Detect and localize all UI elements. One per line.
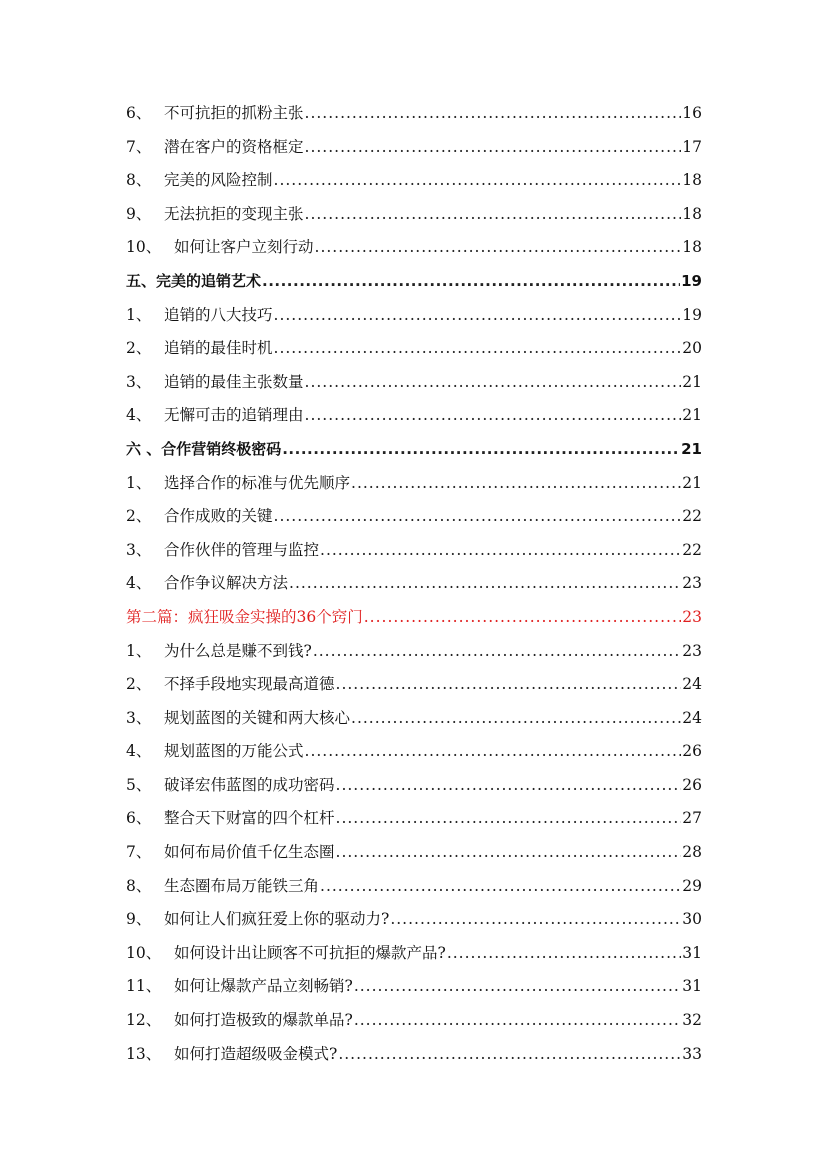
toc-entry[interactable]: [126, 366, 702, 400]
dot-leader: [354, 1004, 681, 1038]
dot-leader: [305, 399, 682, 433]
toc-entry-number: 4、: [126, 406, 152, 425]
toc-entry[interactable]: [126, 1038, 702, 1072]
toc-entry-title: 无法抗拒的变现主张: [164, 204, 304, 223]
toc-entry-number: 2、: [126, 339, 152, 358]
toc-entry-title: 合作争议解决方法: [164, 574, 289, 593]
toc-entry-number: 7、: [126, 137, 152, 156]
toc-entry-number: 11、: [126, 977, 162, 996]
dot-leader: [320, 870, 681, 904]
toc-entry[interactable]: [126, 836, 702, 870]
toc-entry[interactable]: [126, 1004, 702, 1038]
toc-entry-number: 4、: [126, 574, 152, 593]
dot-leader: [320, 534, 681, 568]
toc-entry-number: 9、: [126, 910, 152, 929]
toc-entry[interactable]: [126, 399, 702, 433]
dot-leader: [390, 903, 681, 937]
toc-entry-title: 如何打造极致的爆款单品?: [174, 1011, 353, 1030]
toc-entry-page-number: 24: [682, 675, 702, 694]
toc-entry-page-number: 21: [682, 372, 702, 391]
toc-entry-page-number: 19: [681, 271, 702, 290]
dot-leader: [305, 131, 682, 165]
toc-entry-title: 追销的最佳时机: [164, 339, 273, 358]
dot-leader: [354, 970, 681, 1004]
toc-entry-number: 1、: [126, 305, 152, 324]
dot-leader: [338, 1038, 681, 1072]
toc-entry-title: 不可抗拒的抓粉主张: [164, 104, 304, 122]
toc-entry-title: 规划蓝图的关键和两大核心: [164, 708, 351, 727]
toc-entry[interactable]: [126, 668, 702, 702]
toc-entry-number: 3、: [126, 540, 152, 559]
table-of-contents: [126, 97, 702, 1071]
toc-entry[interactable]: [126, 735, 702, 769]
toc-entry-page-number: 32: [682, 1011, 702, 1030]
toc-entry[interactable]: [126, 231, 702, 265]
toc-entry-page-number: 18: [682, 171, 702, 190]
toc-entry-title: 潜在客户的资格框定: [164, 137, 304, 156]
toc-entry-page-number: 22: [682, 507, 702, 526]
toc-entry-number: 4、: [126, 742, 152, 761]
toc-entry[interactable]: [126, 467, 702, 501]
toc-entry-number: 1、: [126, 641, 152, 660]
dot-leader: [274, 332, 682, 366]
toc-entry-number: 1、: [126, 473, 152, 492]
toc-entry[interactable]: [126, 769, 702, 803]
toc-entry-title: 选择合作的标准与优先顺序: [164, 473, 351, 492]
toc-entry-title: 为什么总是赚不到钱?: [164, 641, 312, 660]
toc-entry[interactable]: [126, 870, 702, 904]
toc-entry-number: 3、: [126, 708, 152, 727]
toc-entry[interactable]: [126, 198, 702, 232]
toc-entry[interactable]: [126, 164, 702, 198]
toc-entry[interactable]: [126, 433, 702, 467]
dot-leader: [336, 769, 682, 803]
toc-entry-title: 完美的风险控制: [164, 171, 273, 190]
dot-leader: [336, 668, 682, 702]
toc-entry-title: 如何打造超级吸金模式?: [174, 1044, 338, 1063]
toc-entry-number: 10、: [126, 238, 162, 257]
dot-leader: [305, 366, 682, 400]
toc-entry[interactable]: [126, 265, 702, 299]
toc-entry-page-number: 33: [682, 1044, 702, 1063]
toc-entry[interactable]: [126, 131, 702, 165]
toc-entry-title: 不择手段地实现最高道德: [164, 675, 335, 694]
toc-entry[interactable]: [126, 601, 702, 635]
toc-entry-page-number: 23: [682, 641, 702, 660]
toc-entry-title: 如何让人们疯狂爱上你的驱动力?: [164, 910, 390, 929]
dot-leader: [351, 702, 681, 736]
toc-entry-page-number: 26: [682, 775, 702, 794]
toc-entry-number: 9、: [126, 204, 152, 223]
dot-leader: [364, 601, 682, 635]
toc-entry-title: 破译宏伟蓝图的成功密码: [164, 775, 335, 794]
toc-entry-number: 10、: [126, 943, 162, 962]
toc-entry-number: 5、: [126, 775, 152, 794]
toc-entry[interactable]: [126, 903, 702, 937]
dot-leader: [282, 433, 680, 467]
toc-entry-page-number: 30: [682, 910, 702, 929]
toc-entry-number: 2、: [126, 507, 152, 526]
toc-entry-title: 无懈可击的追销理由: [164, 406, 304, 425]
dot-leader: [351, 467, 681, 501]
toc-entry-title: 合作成败的关键: [164, 507, 273, 526]
toc-entry-page-number: 18: [682, 238, 702, 257]
toc-entry-page-number: 24: [682, 708, 702, 727]
toc-entry-page-number: 17: [682, 137, 702, 156]
dot-leader: [274, 164, 682, 198]
toc-entry-page-number: 31: [682, 977, 702, 996]
toc-entry[interactable]: [126, 534, 702, 568]
dot-leader: [305, 735, 682, 769]
toc-entry-page-number: 21: [681, 439, 702, 458]
dot-leader: [274, 299, 682, 333]
toc-entry-number: 3、: [126, 372, 152, 391]
toc-entry-title: 追销的最佳主张数量: [164, 372, 304, 391]
dot-leader: [336, 836, 682, 870]
dot-leader: [305, 97, 682, 131]
toc-entry-page-number: 21: [682, 406, 702, 425]
toc-entry-title: 如何布局价值千亿生态圈: [164, 843, 335, 862]
dot-leader: [305, 198, 682, 232]
toc-entry-number: 13、: [126, 1044, 162, 1063]
toc-entry-page-number: 28: [682, 843, 702, 862]
toc-entry-title: 合作伙伴的管理与监控: [164, 540, 320, 559]
toc-entry-title: 规划蓝图的万能公式: [164, 742, 304, 761]
toc-entry-title: 生态圈布局万能铁三角: [164, 876, 320, 895]
toc-entry[interactable]: [126, 802, 702, 836]
toc-entry-page-number: 19: [682, 305, 702, 324]
toc-entry[interactable]: [126, 635, 702, 669]
dot-leader: [289, 567, 681, 601]
toc-entry-title: 追销的八大技巧: [164, 305, 273, 324]
toc-entry-page-number: 22: [682, 540, 702, 559]
toc-entry-page-number: 29: [682, 876, 702, 895]
toc-entry-page-number: 31: [682, 943, 702, 962]
dot-leader: [336, 802, 682, 836]
toc-entry-title: 整合天下财富的四个杠杆: [164, 809, 335, 828]
toc-entry-page-number: 21: [682, 473, 702, 492]
toc-entry-title: 第二篇：疯狂吸金实操的36个窍门: [126, 607, 363, 626]
dot-leader: [447, 937, 681, 971]
toc-entry-number: 8、: [126, 876, 152, 895]
toc-entry-number: 6、: [126, 809, 152, 828]
toc-entry-page-number: 27: [682, 809, 702, 828]
toc-entry-number: 2、: [126, 675, 152, 694]
toc-entry-title: 如何设计出让顾客不可抗拒的爆款产品?: [174, 943, 446, 962]
toc-entry[interactable]: [126, 500, 702, 534]
toc-entry-number: 8、: [126, 171, 152, 190]
dot-leader: [262, 265, 680, 299]
toc-entry-number: 6、: [126, 104, 152, 122]
toc-entry-number: 12、: [126, 1011, 162, 1030]
toc-entry-title: 如何让客户立刻行动: [174, 238, 314, 257]
toc-entry[interactable]: [126, 937, 702, 971]
toc-entry[interactable]: [126, 97, 702, 131]
dot-leader: [274, 500, 682, 534]
toc-entry[interactable]: [126, 299, 702, 333]
toc-entry-page-number: 26: [682, 742, 702, 761]
dot-leader: [313, 635, 681, 669]
dot-leader: [315, 231, 682, 265]
toc-entry-page-number: 23: [682, 574, 702, 593]
toc-entry-page-number: 20: [682, 339, 702, 358]
toc-entry-title: 六 、合作营销终极密码: [126, 439, 282, 458]
toc-entry[interactable]: [126, 567, 702, 601]
toc-entry-page-number: 23: [682, 607, 702, 626]
toc-entry-title: 如何让爆款产品立刻畅销?: [174, 977, 353, 996]
toc-entry-title: 五、完美的追销艺术: [126, 271, 262, 290]
toc-entry-page-number: 18: [682, 204, 702, 223]
toc-entry-number: 7、: [126, 843, 152, 862]
toc-entry[interactable]: [126, 702, 702, 736]
toc-entry[interactable]: [126, 332, 702, 366]
toc-entry-page-number: 16: [682, 104, 702, 122]
toc-entry[interactable]: [126, 970, 702, 1004]
